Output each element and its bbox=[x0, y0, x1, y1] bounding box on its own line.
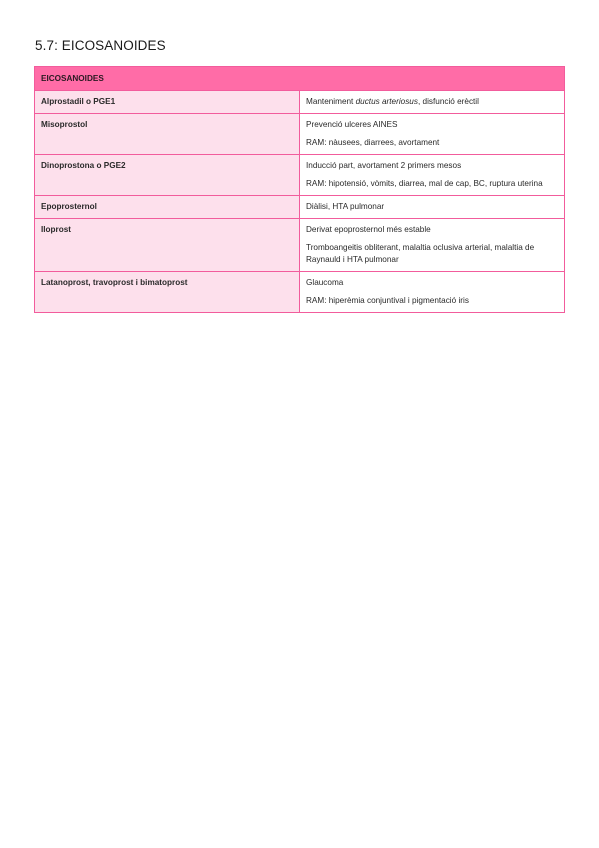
drug-description bbox=[300, 272, 565, 313]
table-row bbox=[35, 155, 565, 196]
description-line: RAM: hiperèmia conjuntival i pigmentació iris bbox=[306, 296, 469, 305]
table-header: EICOSANOIDES bbox=[35, 67, 565, 91]
description-line: RAM: hipotensió, vòmits, diarrea, mal de cap, BC, ruptura uterina bbox=[306, 179, 543, 188]
table-row bbox=[35, 219, 565, 272]
table-row bbox=[35, 91, 565, 114]
eicosanoids-table bbox=[34, 66, 565, 313]
drug-name: Epoprosternol bbox=[35, 196, 300, 219]
drug-description bbox=[300, 196, 565, 219]
text-segment: Manteniment bbox=[306, 97, 356, 106]
table-row bbox=[35, 196, 565, 219]
description-line: RAM: nàusees, diarrees, avortament bbox=[306, 138, 440, 147]
description-line: Tromboangeitis obliterant, malaltia oclusiva arterial, malaltia de Raynauld i HTA pulmonar bbox=[306, 243, 535, 264]
italic-term: ductus arteriosus bbox=[355, 97, 418, 106]
description-line: Prevenció ulceres AINES bbox=[306, 120, 398, 129]
description-line: Derivat epoprosternol més estable bbox=[306, 225, 431, 234]
table-row bbox=[35, 114, 565, 155]
drug-description bbox=[300, 91, 565, 114]
description-line: Diàlisi, HTA pulmonar bbox=[306, 202, 385, 211]
drug-name: Latanoprost, travoprost i bimatoprost bbox=[35, 272, 300, 313]
drug-name: Iloprost bbox=[35, 219, 300, 272]
table-header-row bbox=[35, 67, 565, 91]
description-line: Glaucoma bbox=[306, 278, 344, 287]
page-title: 5.7: EICOSANOIDES bbox=[35, 38, 166, 53]
table-row bbox=[35, 272, 565, 313]
text-segment: , disfunció erèctil bbox=[417, 97, 479, 106]
description-line: Inducció part, avortament 2 primers mesos bbox=[306, 161, 462, 170]
description-line bbox=[306, 96, 558, 108]
drug-description bbox=[300, 155, 565, 196]
drug-name: Alprostadil o PGE1 bbox=[35, 91, 300, 114]
drug-name: Misoprostol bbox=[35, 114, 300, 155]
drug-name: Dinoprostona o PGE2 bbox=[35, 155, 300, 196]
drug-description bbox=[300, 219, 565, 272]
drug-description bbox=[300, 114, 565, 155]
